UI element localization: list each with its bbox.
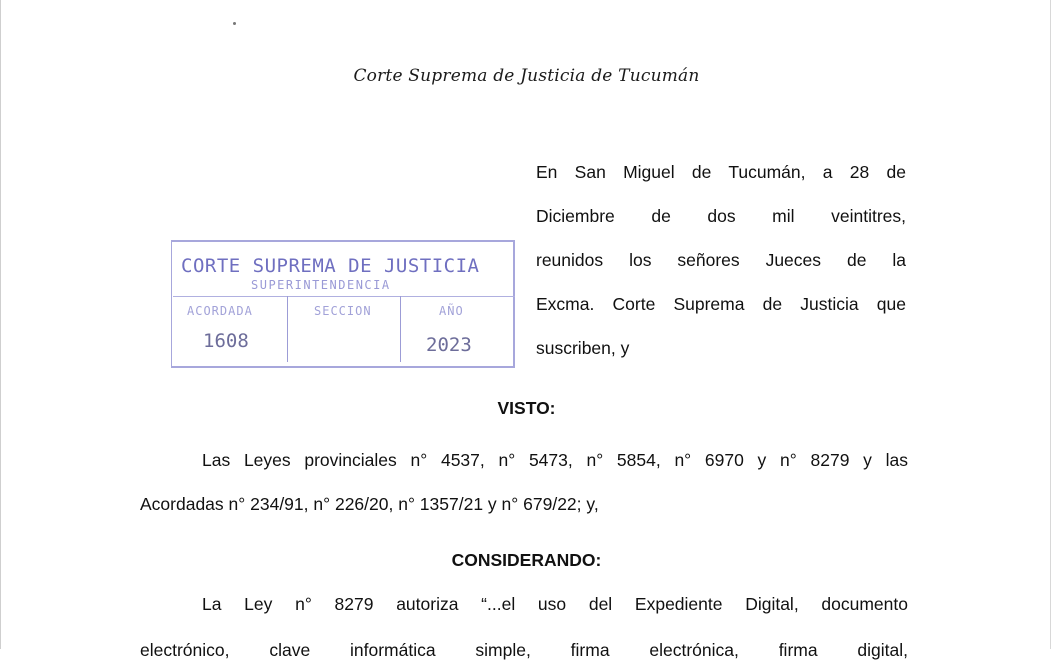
stamp-label-seccion: SECCION <box>314 304 372 318</box>
considerando-cut-line <box>140 632 908 660</box>
stamp-divider <box>173 296 515 297</box>
stamp-label-acordada: ACORDADA <box>187 304 253 318</box>
stamp-year: 2023 <box>426 334 472 356</box>
visto-line: Las Leyes provinciales n° 4537, n° 5473, n° 5854, n° 6970 y n° 8279 y las <box>202 450 908 470</box>
intro-line: suscriben, y <box>536 338 630 358</box>
considerando-line: La Ley n° 8279 autoriza “...el uso del Expediente Digital, documento <box>202 594 908 614</box>
visto-line: Acordadas n° 234/91, n° 226/20, n° 1357/21 y n° 679/22; y, <box>140 494 599 514</box>
intro-line: Excma. Corte Suprema de Justicia que <box>536 294 906 314</box>
considerando-line: electrónico, clave informática simple, firma electrónica, firma digital, <box>140 640 908 660</box>
considerando-paragraph <box>140 582 908 626</box>
registration-stamp <box>171 240 519 373</box>
court-header: Corte Suprema de Justicia de Tucumán <box>353 66 700 86</box>
visto-heading: VISTO: <box>497 398 556 418</box>
intro-line: Diciembre de dos mil veintitres, <box>536 206 906 226</box>
stamp-column-divider <box>287 296 288 362</box>
stamp-subtitle: SUPERINTENDENCIA <box>251 278 391 292</box>
scan-speck <box>233 22 236 25</box>
stamp-acordada-number: 1608 <box>203 330 249 352</box>
intro-line: reunidos los señores Jueces de la <box>536 250 906 270</box>
stamp-column-divider <box>400 296 401 362</box>
intro-paragraph <box>536 150 906 370</box>
visto-paragraph-continuation <box>140 482 908 526</box>
considerando-heading: CONSIDERANDO: <box>451 550 602 570</box>
intro-line: En San Miguel de Tucumán, a 28 de <box>536 162 906 182</box>
visto-paragraph <box>140 438 908 482</box>
stamp-title: CORTE SUPREMA DE JUSTICIA <box>181 255 480 277</box>
stamp-label-anio: AÑO <box>439 304 464 318</box>
